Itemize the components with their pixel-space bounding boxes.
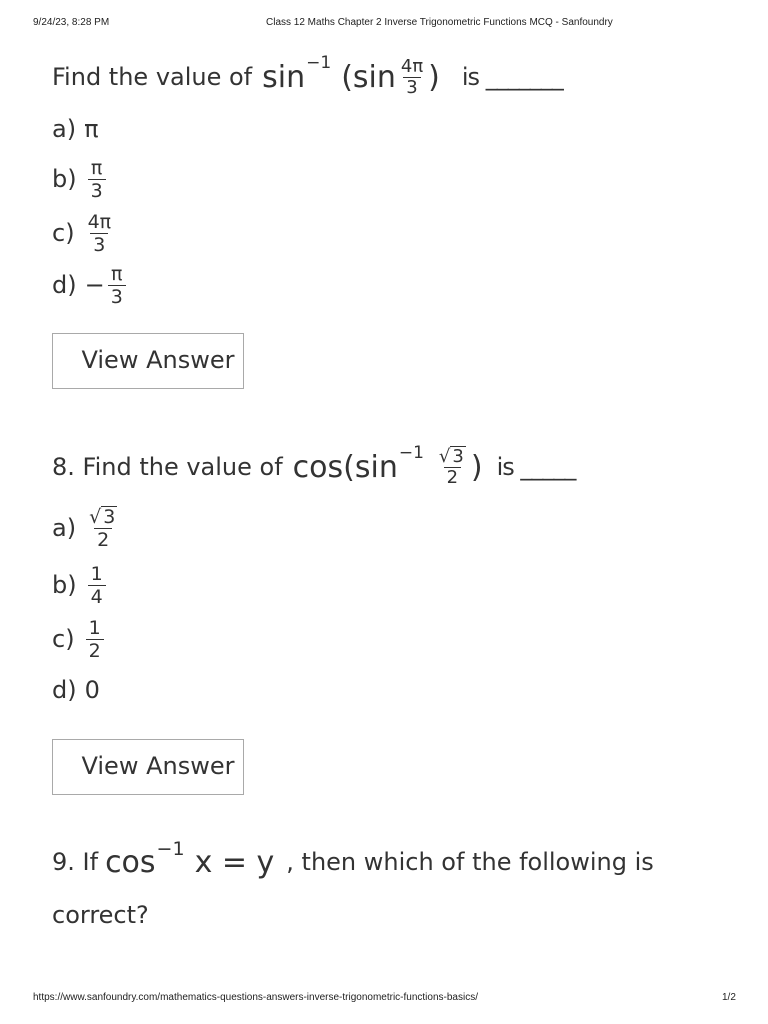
sqrt-radicand: 3	[452, 446, 464, 467]
print-page-title: Class 12 Maths Chapter 2 Inverse Trigonometric Functions MCQ - Sanfoundry	[266, 17, 613, 28]
fraction-denominator: 3	[90, 233, 108, 256]
fraction-denominator: 2	[94, 528, 112, 551]
option-fraction	[86, 211, 114, 256]
question-8-option-a	[52, 500, 122, 556]
question-9-line-2: correct?	[52, 901, 149, 929]
option-label: c)	[52, 625, 75, 653]
question-7-exponent: −1	[306, 53, 332, 73]
fraction-numerator: π	[111, 262, 123, 285]
sqrt-symbol: √	[89, 505, 102, 528]
question-8-suffix: is _____	[496, 453, 576, 481]
option-label: d)	[52, 676, 77, 704]
question-7-close: )	[428, 59, 440, 95]
question-9-prefix: 9. If	[52, 848, 99, 876]
question-8	[52, 440, 575, 494]
option-label: b)	[52, 165, 77, 193]
question-8-fraction	[437, 446, 468, 488]
question-8-fraction-denominator: 2	[444, 467, 461, 488]
option-fraction	[88, 157, 106, 202]
print-datetime: 9/24/23, 8:28 PM	[33, 17, 110, 28]
question-9-exponent: −1	[156, 838, 185, 860]
option-fraction	[86, 617, 104, 662]
sqrt-radicand: 3	[103, 505, 116, 528]
print-page-number: 1/2	[722, 992, 736, 1003]
fraction-numerator: 4π	[87, 210, 112, 233]
question-7-option-c	[52, 208, 116, 258]
question-8-exponent: −1	[398, 443, 424, 463]
question-7-prefix: Find the value of	[52, 63, 253, 91]
question-7-suffix: is _______	[461, 63, 563, 91]
option-label: c)	[52, 219, 75, 247]
question-9	[52, 836, 654, 888]
option-fraction	[87, 506, 119, 551]
question-9-suffix: , then which of the following is	[286, 848, 654, 876]
question-7-option-a	[52, 112, 99, 146]
question-7-open: (sin	[341, 59, 396, 95]
question-7-function: sin	[262, 59, 306, 95]
question-8-close: )	[470, 449, 483, 485]
view-answer-button-q8[interactable]: View Answer	[52, 739, 244, 795]
option-fraction	[108, 263, 126, 308]
question-7-fraction-numerator: 4π	[400, 55, 424, 77]
question-8-option-b	[52, 560, 109, 610]
fraction-numerator: 1	[88, 616, 101, 639]
question-7-fraction-denominator: 3	[403, 77, 420, 98]
option-value: 0	[84, 676, 100, 704]
fraction-numerator: π	[90, 156, 103, 179]
option-label: d)	[52, 271, 77, 299]
question-7-option-d	[52, 260, 129, 310]
option-label: b)	[52, 571, 77, 599]
question-7-option-b	[52, 154, 109, 204]
question-7-fraction	[399, 57, 425, 98]
option-sign: −	[84, 271, 105, 299]
question-8-prefix: 8. Find the value of	[52, 453, 283, 481]
option-value: π	[84, 115, 99, 143]
fraction-denominator: 4	[88, 585, 106, 608]
question-8-option-d	[52, 673, 100, 707]
question-9-expression: x = y	[194, 844, 275, 880]
fraction-denominator: 2	[86, 639, 104, 662]
question-7	[52, 52, 563, 102]
fraction-denominator: 3	[108, 285, 126, 308]
view-answer-button-q7[interactable]: View Answer	[52, 333, 244, 389]
option-label: a)	[52, 514, 77, 542]
print-url: https://www.sanfoundry.com/mathematics-questions-answers-inverse-trigonometric-functions-basics/	[33, 992, 478, 1003]
fraction-denominator: 3	[88, 179, 106, 202]
question-8-fraction-numerator	[437, 446, 468, 467]
sqrt-symbol: √	[438, 446, 451, 467]
fraction-numerator: 1	[90, 562, 103, 585]
option-label: a)	[52, 115, 77, 143]
option-fraction	[88, 563, 106, 608]
question-8-function: cos(sin	[292, 449, 398, 485]
question-9-function: cos	[105, 844, 156, 880]
fraction-numerator	[87, 506, 119, 528]
question-8-option-c	[52, 614, 107, 664]
